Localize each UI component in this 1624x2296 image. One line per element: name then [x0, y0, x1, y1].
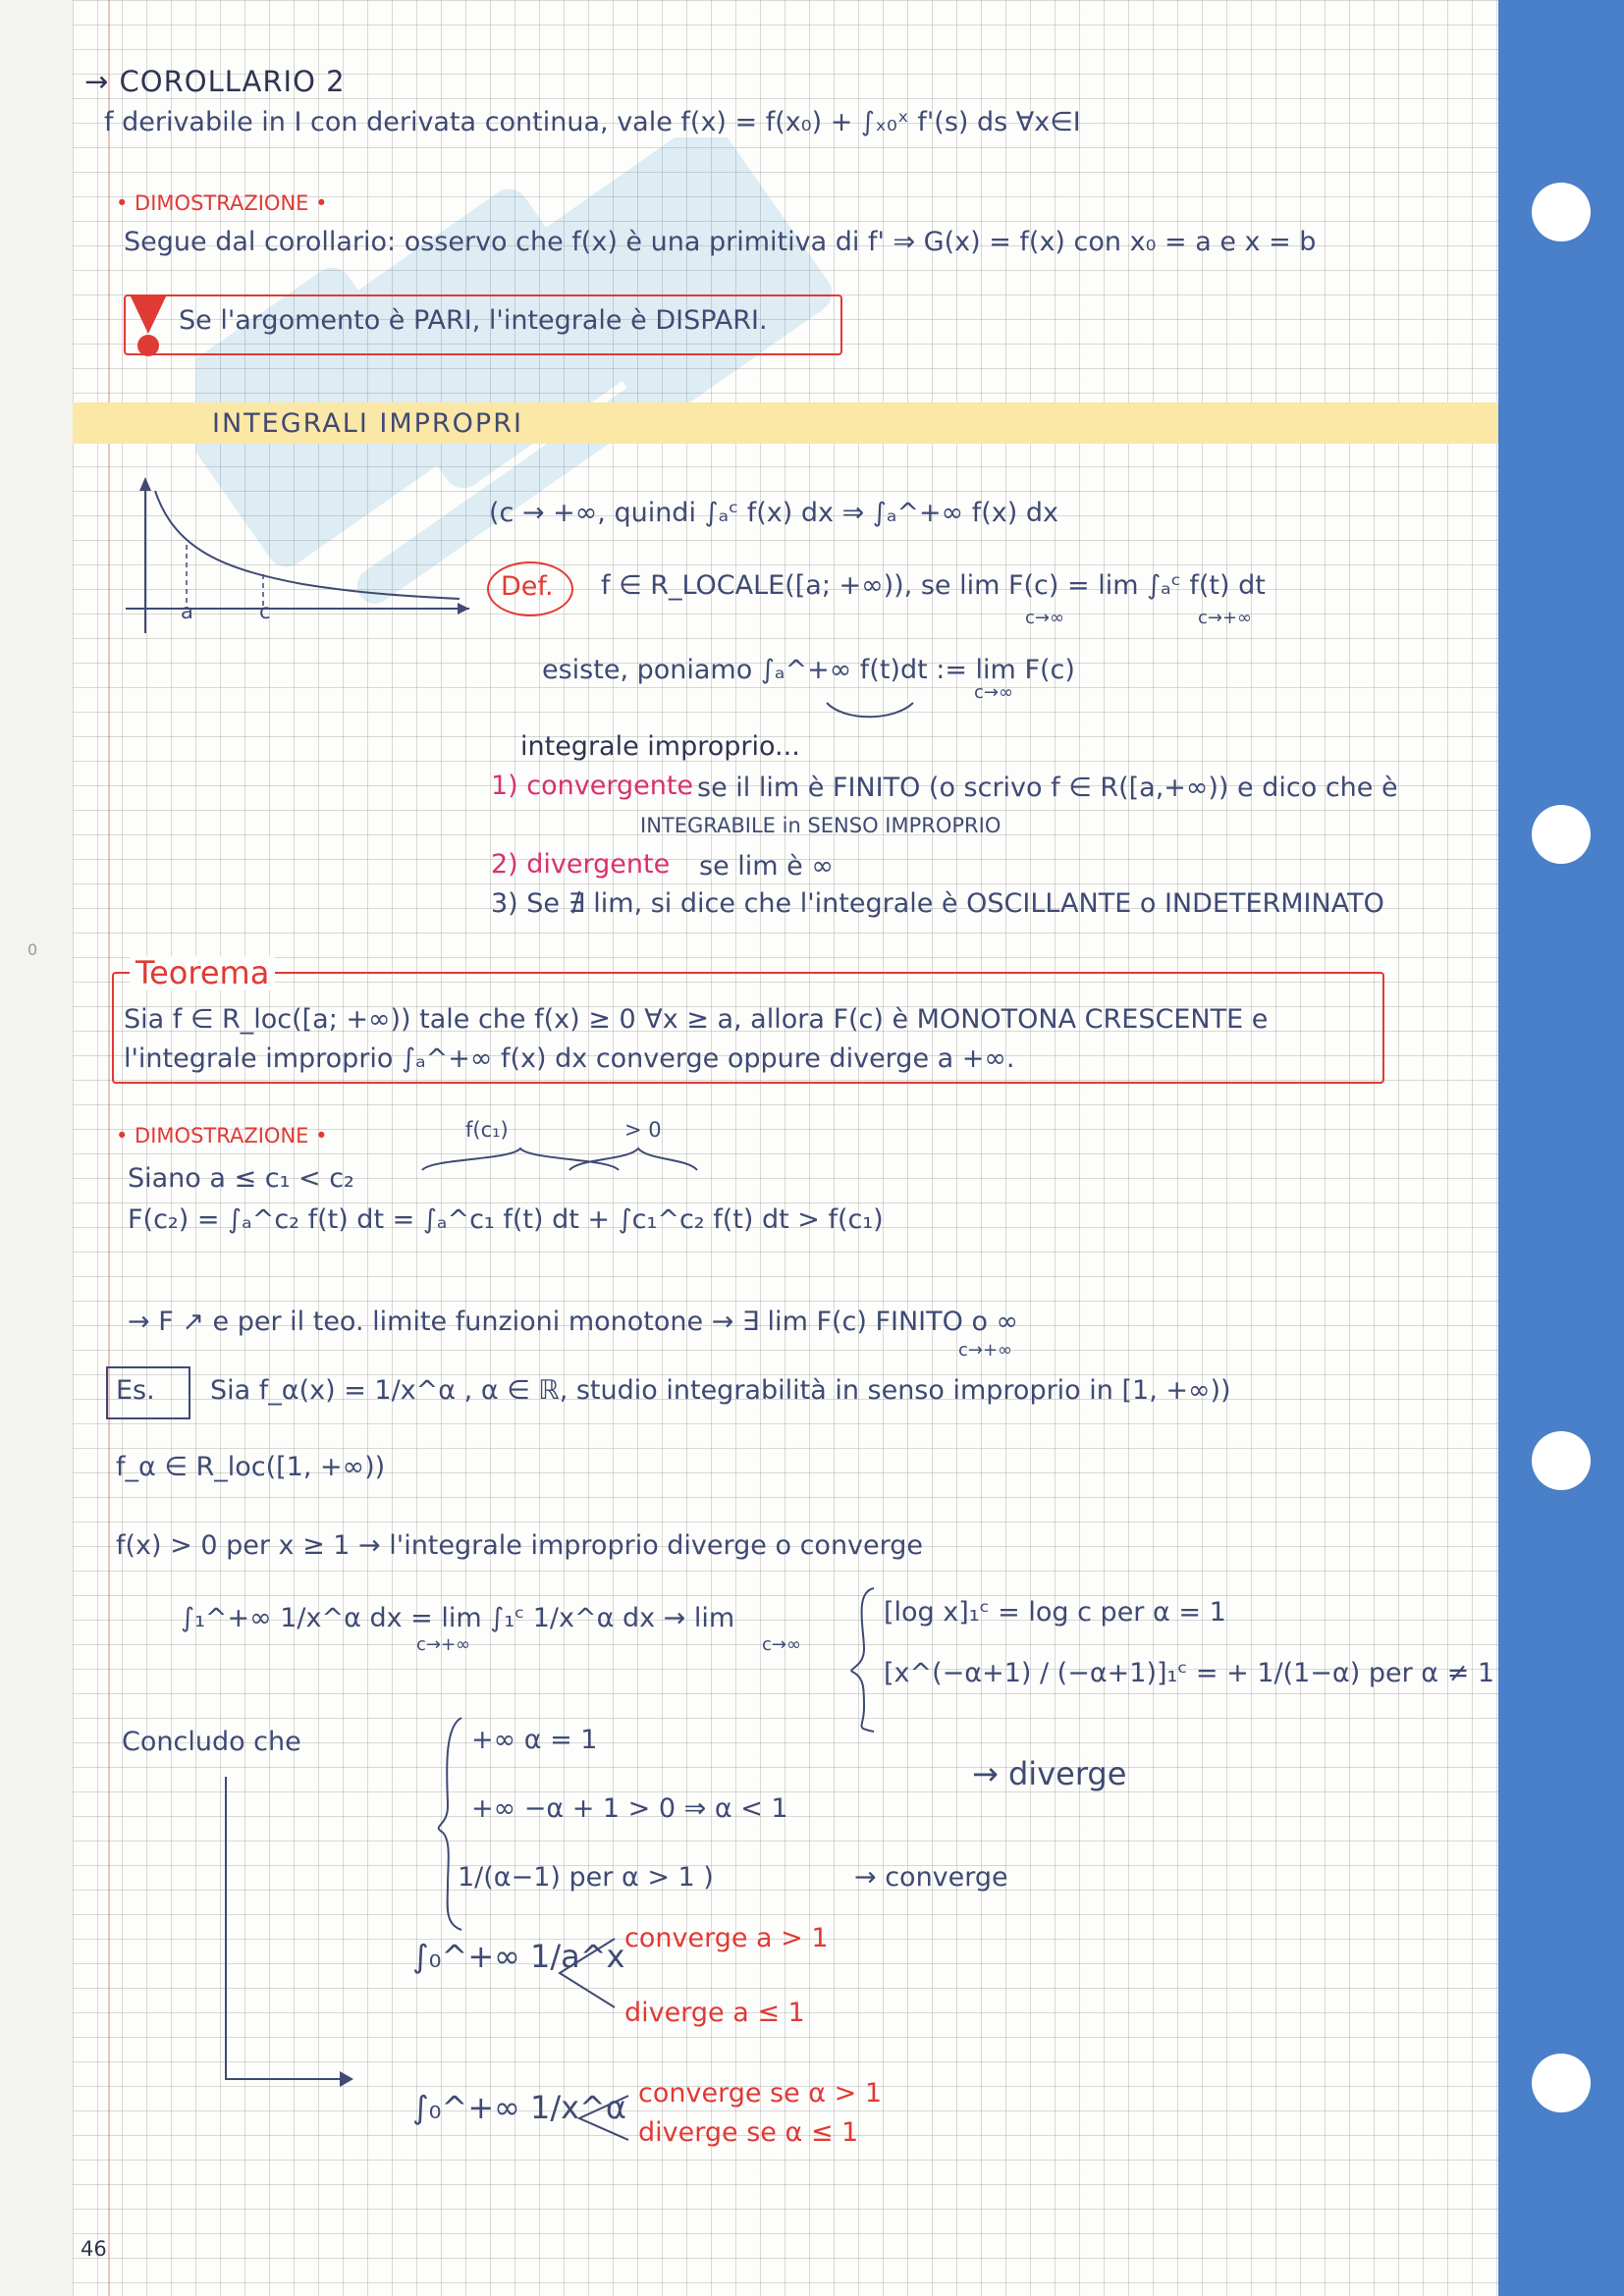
- binder-hole: [1532, 2054, 1591, 2112]
- proof-annotation-2: > 0: [624, 1118, 662, 1142]
- proof-annotation-1: f(c₁): [465, 1118, 509, 1142]
- proof-line-2: F(c₂) = ∫ₐ^c₂ f(t) dt = ∫ₐ^c₁ f(t) dt + ∫c₁^c₂ f(t) dt > f(c₁): [128, 1204, 884, 1235]
- binder-strip: [1498, 0, 1624, 2296]
- conclusion-row-1: +∞ α = 1: [471, 1725, 598, 1755]
- example-line-3: f(x) > 0 per x ≥ 1 → l'integrale improprio diverge o converge: [116, 1530, 924, 1561]
- conclusion-converge: → converge: [854, 1862, 1008, 1893]
- item1-text: se il lim è FINITO (o scrivo f ∈ R([a,+∞)) e dico che è: [697, 773, 1398, 803]
- integral-2-diverge: diverge se α ≤ 1: [638, 2117, 859, 2148]
- proof-line-3: → F ↗ e per il teo. limite funzioni monotone → ∃ lim F(c) FINITO o ∞: [128, 1307, 1019, 1337]
- corollary-text: f derivabile in I con derivata continua, vale f(x) = f(x₀) + ∫ₓ₀ˣ f'(s) ds ∀x∈I: [104, 107, 1081, 137]
- example-case-2: [x^(−α+1) / (−α+1)]₁ᶜ = + 1/(1−α) per α ≠ 1: [884, 1658, 1495, 1688]
- example-line-4-sub: c→+∞: [416, 1634, 471, 1655]
- graph-label-a: a: [181, 600, 193, 623]
- side-mark: 0: [27, 940, 38, 959]
- warning-text: Se l'argomento è PARI, l'integrale è DISPARI.: [179, 305, 768, 336]
- proof-title-2: • DIMOSTRAZIONE •: [116, 1124, 328, 1148]
- def-text: f ∈ R_LOCALE([a; +∞)), se lim F(c) = lim ∫ₐᶜ f(t) dt: [601, 570, 1266, 601]
- integral-1-diverge: diverge a ≤ 1: [624, 1998, 805, 2028]
- integral-2: ∫₀^+∞ 1/x^α: [412, 2089, 626, 2126]
- proof-text: Segue dal corollario: osservo che f(x) è una primitiva di f' ⇒ G(x) = f(x) con x₀ = a e x = b: [124, 227, 1317, 257]
- conclusion-diverge: → diverge: [972, 1755, 1127, 1792]
- corollary-title: → COROLLARIO 2: [84, 65, 346, 98]
- item1-head: 1) convergente: [491, 771, 694, 801]
- margin-line: [108, 0, 110, 2296]
- improper-label: integrale improprio...: [520, 731, 800, 762]
- item1-cont: INTEGRABILE in SENSO IMPROPRIO: [640, 814, 1001, 837]
- def-exists: esiste, poniamo ∫ₐ^+∞ f(t)dt := lim F(c): [542, 655, 1075, 685]
- conclusion-row-3: 1/(α−1) per α > 1 ): [458, 1862, 714, 1893]
- graph-label-c: c: [259, 600, 271, 623]
- integral-1: ∫₀^+∞ 1/a^x: [412, 1938, 625, 1975]
- def-exists-sub: c→∞: [974, 682, 1013, 703]
- def-label: Def.: [501, 571, 554, 602]
- binder-hole: [1532, 805, 1591, 864]
- proof-line-3-sub: c→+∞: [958, 1340, 1013, 1361]
- proof-title: • DIMOSTRAZIONE •: [116, 191, 328, 215]
- warning-icon: [126, 291, 171, 359]
- conclusion-label: Concludo che: [122, 1727, 301, 1757]
- theorem-line-2: l'integrale improprio ∫ₐ^+∞ f(x) dx converge oppure diverge a +∞.: [124, 1043, 1015, 1074]
- example-line-4: ∫₁^+∞ 1/x^α dx = lim ∫₁ᶜ 1/x^α dx → lim: [181, 1603, 735, 1633]
- example-line-4-sub: c→∞: [762, 1634, 801, 1655]
- def-lim-sub: c→∞: [1025, 608, 1064, 628]
- page-number: 46: [81, 2237, 107, 2261]
- item2-head: 2) divergente: [491, 849, 671, 880]
- example-case-1: [log x]₁ᶜ = log c per α = 1: [884, 1597, 1226, 1628]
- binder-hole: [1532, 1431, 1591, 1490]
- integral-2-converge: converge se α > 1: [638, 2078, 883, 2109]
- proof-line-1: Siano a ≤ c₁ < c₂: [128, 1163, 354, 1194]
- area-graph: [106, 471, 479, 638]
- conclusion-row-2: +∞ −α + 1 > 0 ⇒ α < 1: [471, 1793, 788, 1824]
- theorem-line-1: Sia f ∈ R_loc([a; +∞)) tale che f(x) ≥ 0 ∀x ≥ a, allora F(c) è MONOTONA CRESCENTE e: [124, 1004, 1269, 1035]
- section-title: INTEGRALI IMPROPRI: [212, 408, 523, 439]
- item3-text: 3) Se ∄ lim, si dice che l'integrale è OSCILLANTE o INDETERMINATO: [491, 888, 1384, 919]
- item2-text: se lim è ∞: [699, 851, 834, 881]
- example-label: Es.: [116, 1375, 155, 1406]
- left-edge: [0, 0, 73, 2296]
- theorem-title: Teorema: [130, 956, 275, 990]
- def-intro: (c → +∞, quindi ∫ₐᶜ f(x) dx ⇒ ∫ₐ^+∞ f(x) dx: [489, 498, 1058, 528]
- example-line-2: f_α ∈ R_loc([1, +∞)): [116, 1452, 386, 1482]
- def-lim-sub: c→+∞: [1198, 608, 1253, 628]
- integral-1-converge: converge a > 1: [624, 1923, 829, 1953]
- example-line-1: Sia f_α(x) = 1/x^α , α ∈ ℝ, studio integrabilità in senso improprio in [1, +∞)): [210, 1375, 1231, 1406]
- binder-hole: [1532, 183, 1591, 241]
